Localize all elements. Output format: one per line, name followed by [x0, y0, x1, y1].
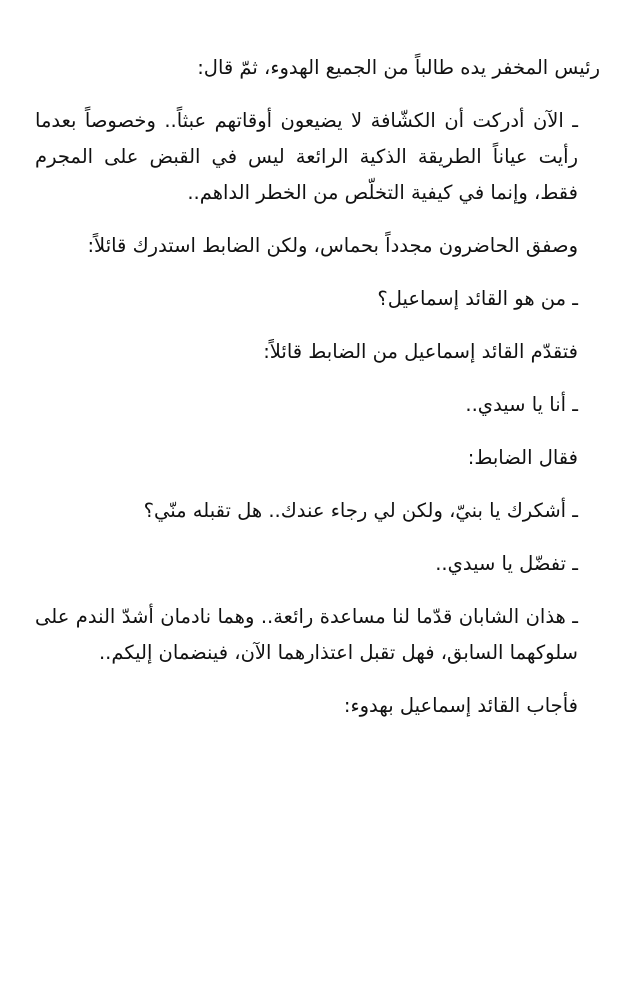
paragraph-dialogue-apology: ـ هذان الشابان قدّما لنا مساعدة رائعة.. وهما نادمان أشدّ الندم على سلوكهما السابق، فهل تقبل اعتذارهما الآن، فينضمان إليكم..	[35, 605, 578, 664]
paragraph-narration-2: وصفق الحاضرون مجدداً بحماس، ولكن الضابط استدرك قائلاً:	[87, 234, 578, 257]
paragraph-dialogue-question: ـ من هو القائد إسماعيل؟	[377, 287, 578, 310]
paragraph-narration-3: فتقدّم القائد إسماعيل من الضابط قائلاً:	[263, 340, 578, 363]
paragraph-dialogue-request: ـ أشكرك يا بنيّ، ولكن لي رجاء عندك.. هل تقبله منّي؟	[143, 499, 578, 522]
paragraph-narration-5: فأجاب القائد إسماعيل بهدوء:	[343, 694, 578, 717]
paragraph-narration-1: رئيس المخفر يده طالباً من الجميع الهدوء، ثمّ قال:	[197, 56, 600, 79]
book-page	[35, 50, 600, 741]
paragraph-dialogue-answer: ـ أنا يا سيدي..	[465, 393, 578, 416]
paragraph-narration-4: فقال الضابط:	[467, 446, 578, 469]
paragraph-dialogue-reply: ـ تفضّل يا سيدي..	[435, 552, 578, 575]
paragraph-dialogue-officer-speech: ـ الآن أدركت أن الكشّافة لا يضيعون أوقاتهم عبثاً.. وخصوصاً بعدما رأيت عياناً الطريقة الذكية الرائعة ليس في القبض على المجرم فقط، وإنما في كيفية التخلّص من الخطر الداهم..	[35, 109, 578, 204]
